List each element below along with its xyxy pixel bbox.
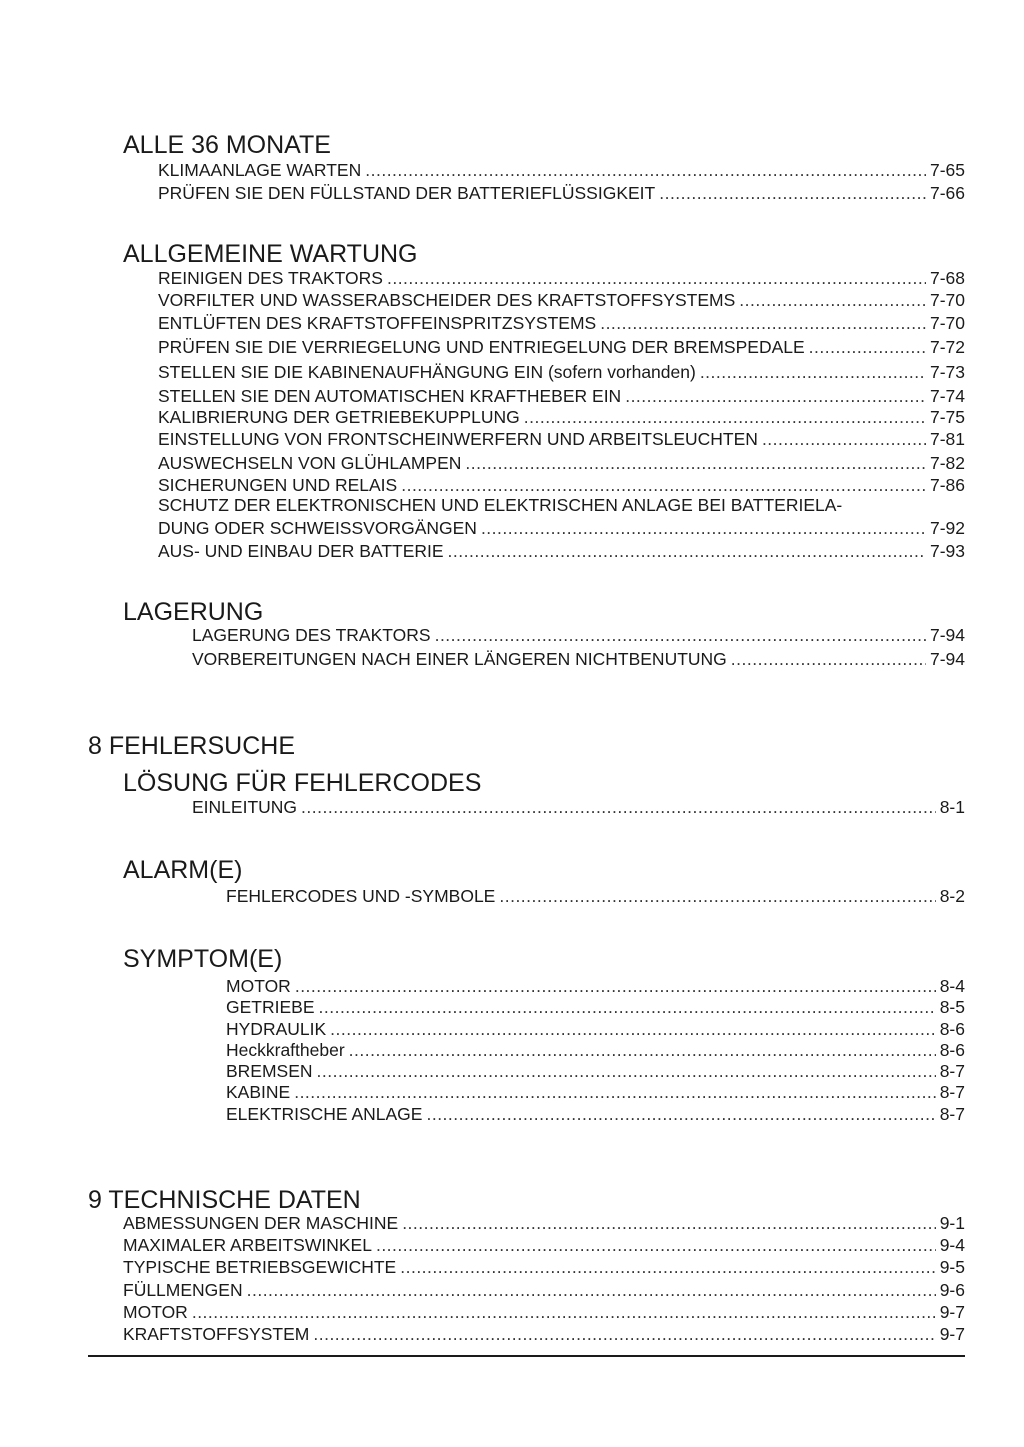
- dot-leader: [294, 1084, 936, 1102]
- toc-entry[interactable]: [226, 978, 965, 996]
- dot-leader: [600, 315, 926, 333]
- toc-entry-page: 9-7: [939, 1302, 965, 1322]
- toc-entry-page: 8-1: [939, 797, 965, 817]
- toc-entry-title: PRÜFEN SIE DIE VERRIEGELUNG UND ENTRIEGELUNG DER BREMSPEDALE: [158, 337, 805, 357]
- toc-entry-title: KALIBRIERUNG DER GETRIEBEKUPPLUNG: [158, 407, 520, 427]
- toc-entry-title: MOTOR: [226, 976, 291, 996]
- toc-entry-title: VORBEREITUNGEN NACH EINER LÄNGEREN NICHTBENUTUNG: [192, 649, 727, 669]
- dot-leader: [387, 270, 926, 288]
- toc-entry-title: TYPISCHE BETRIEBSGEWICHTE: [123, 1257, 397, 1277]
- toc-entry[interactable]: [123, 1259, 965, 1277]
- toc-entry[interactable]: [123, 1326, 965, 1344]
- dot-leader: [401, 477, 926, 495]
- toc-entry-page: 7-92: [929, 518, 965, 538]
- toc-entry-title: ABMESSUNGEN DER MASCHINE: [123, 1213, 399, 1233]
- toc-entry-title: KABINE: [226, 1082, 291, 1102]
- dot-leader: [625, 388, 926, 406]
- dot-leader: [809, 339, 926, 357]
- toc-entry-title: MAXIMALER ARBEITSWINKEL: [123, 1235, 372, 1255]
- dot-leader: [731, 651, 926, 669]
- toc-entry-title: PRÜFEN SIE DEN FÜLLSTAND DER BATTERIEFLÜSSIGKEIT: [158, 183, 656, 203]
- toc-entry[interactable]: [158, 162, 965, 180]
- toc-entry[interactable]: [158, 431, 965, 449]
- toc-entry[interactable]: [158, 477, 965, 495]
- toc-entry-page: 7-75: [929, 407, 965, 427]
- toc-entry-page: 8-7: [939, 1061, 965, 1081]
- dot-leader: [313, 1326, 935, 1344]
- toc-entry-page: 7-94: [929, 625, 965, 645]
- dot-leader: [659, 185, 926, 203]
- dot-leader: [481, 520, 926, 538]
- toc-entry-title: KLIMAANLAGE WARTEN: [158, 160, 362, 180]
- toc-entry-page: 7-68: [929, 268, 965, 288]
- toc-entry-page: 8-6: [939, 1019, 965, 1039]
- dot-leader: [448, 543, 926, 561]
- toc-entry[interactable]: [123, 1215, 965, 1233]
- toc-entry-title: ELEKTRISCHE ANLAGE: [226, 1104, 423, 1124]
- toc-entry-title: STELLEN SIE DEN AUTOMATISCHEN KRAFTHEBER EIN: [158, 386, 622, 406]
- toc-entry-title: GETRIEBE: [226, 997, 315, 1017]
- toc-entry[interactable]: [226, 1106, 965, 1124]
- toc-entry[interactable]: [158, 543, 965, 561]
- toc-entry[interactable]: [158, 388, 965, 406]
- toc-entry-page: 9-4: [939, 1235, 965, 1255]
- toc-entry-title: BREMSEN: [226, 1061, 313, 1081]
- dot-leader: [762, 431, 926, 449]
- dot-leader: [700, 364, 926, 382]
- toc-entry-title: ENTLÜFTEN DES KRAFTSTOFFEINSPRITZSYSTEMS: [158, 313, 597, 333]
- section-heading-lagerung: LAGERUNG: [123, 598, 264, 626]
- section-heading-alle-36-monate: ALLE 36 MONATE: [123, 131, 331, 159]
- toc-entry[interactable]: [158, 270, 965, 288]
- toc-entry-title: REINIGEN DES TRAKTORS: [158, 268, 383, 288]
- dot-leader: [739, 292, 926, 310]
- dot-leader: [376, 1237, 936, 1255]
- toc-entry-title: FEHLERCODES UND -SYMBOLE: [226, 886, 496, 906]
- toc-entry[interactable]: [226, 1021, 965, 1039]
- dot-leader: [465, 455, 926, 473]
- dot-leader: [524, 409, 926, 427]
- toc-entry[interactable]: [123, 1304, 965, 1322]
- toc-entry-page: 7-72: [929, 337, 965, 357]
- toc-entry-title: AUSWECHSELN VON GLÜHLAMPEN: [158, 453, 462, 473]
- dot-leader: [426, 1106, 935, 1124]
- toc-entry[interactable]: [158, 364, 965, 382]
- toc-entry-title: VORFILTER UND WASSERABSCHEIDER DES KRAFTSTOFFSYSTEMS: [158, 290, 736, 310]
- dot-leader: [349, 1042, 936, 1060]
- toc-entry-page: 7-73: [929, 362, 965, 382]
- toc-entry-page: 8-5: [939, 997, 965, 1017]
- chapter-heading-9: 9 TECHNISCHE DATEN: [88, 1186, 361, 1214]
- toc-entry-page: 7-82: [929, 453, 965, 473]
- toc-entry-title: AUS- UND EINBAU DER BATTERIE: [158, 541, 444, 561]
- dot-leader: [319, 999, 936, 1017]
- toc-entry-page: 7-70: [929, 290, 965, 310]
- dot-leader: [301, 799, 936, 817]
- toc-entry[interactable]: [158, 292, 965, 310]
- dot-leader: [330, 1021, 936, 1039]
- toc-entry-page: 7-70: [929, 313, 965, 333]
- toc-entry-title: SICHERUNGEN UND RELAIS: [158, 475, 398, 495]
- toc-entry-title: KRAFTSTOFFSYSTEM: [123, 1324, 310, 1344]
- toc-entry-title: Heckkraftheber: [226, 1040, 345, 1060]
- toc-entry-page: 7-81: [929, 429, 965, 449]
- toc-entry-title: LAGERUNG DES TRAKTORS: [192, 625, 431, 645]
- toc-entry-page: 9-5: [939, 1257, 965, 1277]
- dot-leader: [247, 1282, 936, 1300]
- toc-entry-page: 8-7: [939, 1082, 965, 1102]
- toc-entry[interactable]: [226, 999, 965, 1017]
- toc-entry[interactable]: [123, 1237, 965, 1255]
- section-heading-loesung-fuer-fehlercodes: LÖSUNG FÜR FEHLERCODES: [123, 769, 482, 797]
- toc-entry-page: 7-94: [929, 649, 965, 669]
- section-heading-symptome: SYMPTOM(E): [123, 945, 283, 973]
- toc-entry-page: 7-65: [929, 160, 965, 180]
- chapter-heading-8: 8 FEHLERSUCHE: [88, 732, 295, 760]
- toc-entry-page: 7-93: [929, 541, 965, 561]
- toc-entry-page: 9-7: [939, 1324, 965, 1344]
- dot-leader: [499, 888, 935, 906]
- toc-entry-title-wrapped[interactable]: SCHUTZ DER ELEKTRONISCHEN UND ELEKTRISCHEN ANLAGE BEI BATTERIELA-: [158, 495, 843, 515]
- toc-entry[interactable]: [192, 799, 965, 817]
- toc-entry[interactable]: [123, 1282, 965, 1300]
- toc-entry[interactable]: [158, 520, 965, 538]
- toc-entry[interactable]: [158, 455, 965, 473]
- toc-entry-page: 8-2: [939, 886, 965, 906]
- section-heading-allgemeine-wartung: ALLGEMEINE WARTUNG: [123, 240, 418, 268]
- toc-entry[interactable]: [226, 1084, 965, 1102]
- toc-entry[interactable]: [158, 315, 965, 333]
- toc-entry[interactable]: [192, 651, 965, 669]
- toc-entry-page: 7-74: [929, 386, 965, 406]
- toc-entry-page: 9-6: [939, 1280, 965, 1300]
- toc-entry-title: MOTOR: [123, 1302, 188, 1322]
- toc-entry[interactable]: [226, 1042, 965, 1060]
- dot-leader: [435, 627, 926, 645]
- toc-entry[interactable]: [192, 627, 965, 645]
- toc-entry[interactable]: [226, 1063, 965, 1081]
- footer-rule: [88, 1355, 965, 1357]
- dot-leader: [295, 978, 936, 996]
- toc-entry-page: 8-4: [939, 976, 965, 996]
- dot-leader: [317, 1063, 936, 1081]
- toc-entry[interactable]: [158, 185, 965, 203]
- toc-entry-page: 9-1: [939, 1213, 965, 1233]
- dot-leader: [402, 1215, 936, 1233]
- section-heading-alarme: ALARM(E): [123, 856, 243, 884]
- toc-entry-title: EINLEITUNG: [192, 797, 298, 817]
- toc-entry-title: EINSTELLUNG VON FRONTSCHEINWERFERN UND ARBEITSLEUCHTEN: [158, 429, 758, 449]
- toc-entry-page: 7-66: [929, 183, 965, 203]
- toc-entry-page: 8-6: [939, 1040, 965, 1060]
- toc-entry[interactable]: [158, 339, 965, 357]
- toc-entry-title: HYDRAULIK: [226, 1019, 327, 1039]
- toc-entry-title: FÜLLMENGEN: [123, 1280, 243, 1300]
- toc-entry[interactable]: [226, 888, 965, 906]
- toc-entry[interactable]: [158, 409, 965, 427]
- dot-leader: [192, 1304, 936, 1322]
- dot-leader: [365, 162, 926, 180]
- toc-entry-page: 7-86: [929, 475, 965, 495]
- dot-leader: [400, 1259, 935, 1277]
- toc-entry-title: STELLEN SIE DIE KABINENAUFHÄNGUNG EIN (sofern vorhanden): [158, 362, 696, 382]
- toc-entry-page: 8-7: [939, 1104, 965, 1124]
- toc-entry-title-continuation: DUNG ODER SCHWEISSVORGÄNGEN: [158, 518, 477, 538]
